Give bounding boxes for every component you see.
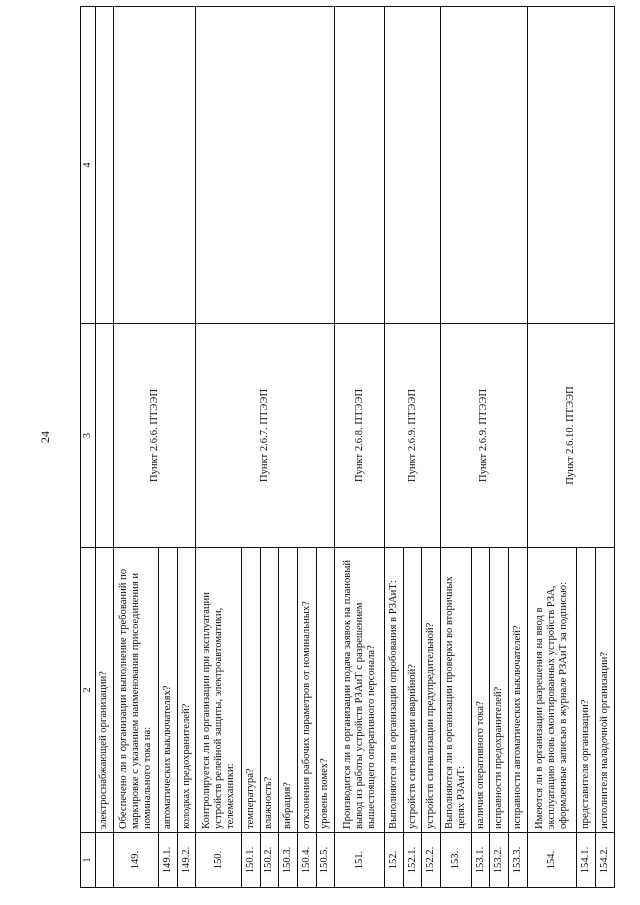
row-number: 154.1. <box>577 833 596 888</box>
row-note <box>384 7 440 324</box>
row-number: 154. <box>527 833 577 888</box>
row-number: 153.3. <box>509 833 528 888</box>
row-question: колодках предохранителей? <box>177 548 196 833</box>
row-number: 150.3. <box>279 833 298 888</box>
checklist-table <box>80 6 615 888</box>
header-col-3: 3 <box>81 324 96 548</box>
row-number: 150.4. <box>297 833 316 888</box>
row-question: Контролируется ли в организации при эксплуатации устройств релейной защиты, электроавтоматики, телемеханики: <box>196 548 242 833</box>
table-row <box>113 7 159 888</box>
row-question: исправности предохранителей? <box>490 548 509 833</box>
row-question: исполнителя наладочной организации? <box>596 548 615 833</box>
row-question: влажность? <box>260 548 279 833</box>
row-reference: Пункт 2.6.7. ПТЭЭП <box>196 324 335 548</box>
table-row <box>96 7 113 888</box>
row-number: 150.2. <box>260 833 279 888</box>
row-number: 149. <box>113 833 159 888</box>
row-question: вибрация? <box>279 548 298 833</box>
row-note <box>527 7 614 324</box>
row-reference: Пункт 2.6.10. ПТЭЭП <box>527 324 614 548</box>
row-reference: Пункт 2.6.8. ПТЭЭП <box>335 324 385 548</box>
row-reference <box>96 324 113 548</box>
header-col-4: 4 <box>81 7 96 324</box>
row-question: электроснабжающей организации? <box>96 548 113 833</box>
header-col-2: 2 <box>81 548 96 833</box>
row-question: Обеспечено ли в организации выполнение требований по маркировке с указанием наименования присоединения и номинального тока на: <box>113 548 159 833</box>
row-number: 149.2. <box>177 833 196 888</box>
row-question: Имеются ли в организации разрешения на ввод в эксплуатацию вновь смонтированных устройств РЗА, оформленные записью в журнале РЗАиТ за подписью: <box>527 548 577 833</box>
row-question: отклонения рабочих параметров от номинальных? <box>297 548 316 833</box>
row-question: температура? <box>241 548 260 833</box>
row-number: 149.1. <box>159 833 178 888</box>
checklist-table-wrapper <box>80 33 615 888</box>
row-reference: Пункт 2.6.9. ПТЭЭП <box>440 324 527 548</box>
row-number: 152. <box>384 833 403 888</box>
row-number: 153. <box>440 833 471 888</box>
table-row <box>196 7 242 888</box>
table-row <box>527 7 577 888</box>
row-note <box>440 7 527 324</box>
row-number: 153.2. <box>490 833 509 888</box>
row-question: наличия оперативного тока? <box>471 548 490 833</box>
row-question: Выполняются ли в организации опробования в РЗАиТ: <box>384 548 403 833</box>
row-number: 150.5. <box>316 833 335 888</box>
header-col-1: 1 <box>81 833 96 888</box>
row-note <box>196 7 335 324</box>
row-question: устройств сигнализации аварийной? <box>403 548 422 833</box>
row-reference: Пункт 2.6.9. ПТЭЭП <box>384 324 440 548</box>
row-number <box>96 833 113 888</box>
row-question: уровень помех? <box>316 548 335 833</box>
row-number: 151. <box>335 833 385 888</box>
row-question: Выполняются ли в организации проверки во вторичных цепях РЗАиТ: <box>440 548 471 833</box>
header-row <box>81 7 96 888</box>
row-number: 154.2. <box>596 833 615 888</box>
row-reference: Пункт 2.6.6. ПТЭЭП <box>113 324 196 548</box>
row-note <box>96 7 113 324</box>
row-question: представителя организации? <box>577 548 596 833</box>
page-number: 24 <box>38 431 52 443</box>
row-question: исправности автоматических выключателей? <box>509 548 528 833</box>
row-number: 152.1. <box>403 833 422 888</box>
row-question: устройств сигнализации предупредительной? <box>422 548 441 833</box>
row-note <box>113 7 196 324</box>
row-question: автоматических выключателях? <box>159 548 178 833</box>
row-number: 153.1. <box>471 833 490 888</box>
table-row <box>440 7 471 888</box>
row-number: 150.1. <box>241 833 260 888</box>
table-row <box>384 7 403 888</box>
table-row <box>335 7 385 888</box>
row-number: 152.2. <box>422 833 441 888</box>
row-question: Производится ли в организации подача заявок на плановый вывод из работы устройств РЗАиТ с разрешением вышестоящего оперативного персонала? <box>335 548 385 833</box>
row-note <box>335 7 385 324</box>
row-number: 150. <box>196 833 242 888</box>
